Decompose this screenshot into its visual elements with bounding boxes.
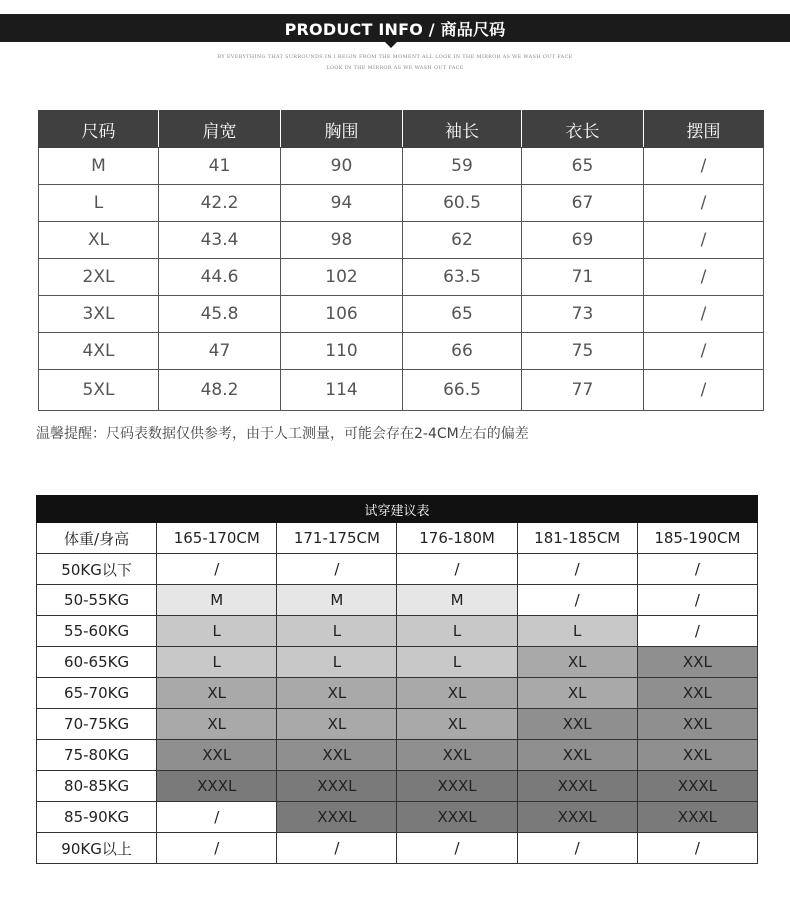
suggested-size-cell: XL xyxy=(157,678,277,709)
fit-header-cell: 181-185CM xyxy=(517,523,637,554)
suggested-size-cell: XXXL xyxy=(397,802,517,833)
size-value-cell: 77 xyxy=(522,370,644,411)
size-value-cell: 48.2 xyxy=(159,370,281,411)
size-value-cell: 60.5 xyxy=(403,185,522,222)
suggested-size-cell: XL xyxy=(517,647,637,678)
suggested-size-cell: / xyxy=(157,802,277,833)
weight-label-cell: 60-65KG xyxy=(37,647,157,678)
size-value-cell: 65 xyxy=(522,148,644,185)
size-table-row xyxy=(39,185,764,222)
suggested-size-cell: XXL xyxy=(637,740,757,771)
suggested-size-cell: M xyxy=(157,585,277,616)
weight-label-cell: 85-90KG xyxy=(37,802,157,833)
size-value-cell: 114 xyxy=(281,370,403,411)
suggested-size-cell: / xyxy=(157,833,277,864)
suggested-size-cell: / xyxy=(277,833,397,864)
suggested-size-cell: XXXL xyxy=(277,771,397,802)
measurement-note: 温馨提醒：尺码表数据仅供参考，由于人工测量，可能会存在2-4CM左右的偏差 xyxy=(36,426,529,442)
suggested-size-cell: M xyxy=(277,585,397,616)
size-value-cell: 75 xyxy=(522,333,644,370)
page-title: PRODUCT INFO / 商品尺码 xyxy=(284,19,506,39)
fit-header-cell: 体重/身高 xyxy=(37,523,157,554)
size-table xyxy=(38,110,764,411)
weight-label-cell: 50KG以下 xyxy=(37,554,157,585)
suggested-size-cell: L xyxy=(157,647,277,678)
size-value-cell: / xyxy=(644,296,764,333)
size-value-cell: 66 xyxy=(403,333,522,370)
size-value-cell: 71 xyxy=(522,259,644,296)
weight-label-cell: 90KG以上 xyxy=(37,833,157,864)
suggested-size-cell: XXXL xyxy=(517,802,637,833)
size-label-cell: 5XL xyxy=(39,370,159,411)
suggested-size-cell: XL xyxy=(277,678,397,709)
fit-table-row xyxy=(37,740,758,771)
fit-table-row xyxy=(37,678,758,709)
weight-label-cell: 70-75KG xyxy=(37,709,157,740)
size-value-cell: 44.6 xyxy=(159,259,281,296)
suggested-size-cell: L xyxy=(397,616,517,647)
fit-header-cell: 171-175CM xyxy=(277,523,397,554)
size-header-cell: 肩宽 xyxy=(159,111,281,148)
suggested-size-cell: / xyxy=(277,554,397,585)
suggested-size-cell: L xyxy=(277,616,397,647)
suggested-size-cell: XL xyxy=(517,678,637,709)
suggested-size-cell: / xyxy=(517,833,637,864)
suggested-size-cell: M xyxy=(397,585,517,616)
size-table-row xyxy=(39,333,764,370)
size-value-cell: / xyxy=(644,185,764,222)
suggested-size-cell: XXXL xyxy=(157,771,277,802)
size-table-header-row xyxy=(39,111,764,148)
weight-label-cell: 65-70KG xyxy=(37,678,157,709)
size-value-cell: 42.2 xyxy=(159,185,281,222)
size-header-cell: 衣长 xyxy=(522,111,644,148)
suggested-size-cell: XXL xyxy=(157,740,277,771)
fit-table-row xyxy=(37,616,758,647)
suggested-size-cell: / xyxy=(637,585,757,616)
suggested-size-cell: XXXL xyxy=(277,802,397,833)
size-value-cell: 66.5 xyxy=(403,370,522,411)
size-value-cell: 62 xyxy=(403,222,522,259)
size-value-cell: / xyxy=(644,370,764,411)
size-value-cell: 45.8 xyxy=(159,296,281,333)
size-header-cell: 尺码 xyxy=(39,111,159,148)
size-value-cell: 65 xyxy=(403,296,522,333)
fit-header-cell: 185-190CM xyxy=(637,523,757,554)
fit-header-cell: 176-180M xyxy=(397,523,517,554)
suggested-size-cell: XXL xyxy=(517,709,637,740)
suggested-size-cell: XL xyxy=(397,678,517,709)
size-header-cell: 胸围 xyxy=(281,111,403,148)
size-header-cell: 袖长 xyxy=(403,111,522,148)
size-value-cell: 110 xyxy=(281,333,403,370)
fit-table-row xyxy=(37,647,758,678)
suggested-size-cell: / xyxy=(397,833,517,864)
suggested-size-cell: XXXL xyxy=(637,802,757,833)
suggested-size-cell: XXXL xyxy=(637,771,757,802)
fit-header-cell: 165-170CM xyxy=(157,523,277,554)
suggested-size-cell: XXL xyxy=(637,709,757,740)
suggested-size-cell: L xyxy=(517,616,637,647)
suggested-size-cell: XXL xyxy=(517,740,637,771)
size-value-cell: 102 xyxy=(281,259,403,296)
size-table-row xyxy=(39,148,764,185)
size-value-cell: 73 xyxy=(522,296,644,333)
size-value-cell: 41 xyxy=(159,148,281,185)
fit-suggestion-table xyxy=(36,495,758,864)
suggested-size-cell: / xyxy=(637,554,757,585)
suggested-size-cell: / xyxy=(637,616,757,647)
suggested-size-cell: / xyxy=(517,585,637,616)
size-label-cell: XL xyxy=(39,222,159,259)
suggested-size-cell: / xyxy=(637,833,757,864)
size-value-cell: 47 xyxy=(159,333,281,370)
suggested-size-cell: XL xyxy=(157,709,277,740)
size-label-cell: L xyxy=(39,185,159,222)
fit-table-row xyxy=(37,833,758,864)
suggested-size-cell: / xyxy=(397,554,517,585)
size-value-cell: 94 xyxy=(281,185,403,222)
size-value-cell: / xyxy=(644,222,764,259)
size-value-cell: 63.5 xyxy=(403,259,522,296)
size-table-row xyxy=(39,259,764,296)
suggested-size-cell: XL xyxy=(397,709,517,740)
suggested-size-cell: / xyxy=(157,554,277,585)
suggested-size-cell: XXXL xyxy=(397,771,517,802)
size-value-cell: 69 xyxy=(522,222,644,259)
size-value-cell: / xyxy=(644,333,764,370)
fit-table-row xyxy=(37,709,758,740)
suggested-size-cell: L xyxy=(397,647,517,678)
size-label-cell: 2XL xyxy=(39,259,159,296)
suggested-size-cell: L xyxy=(277,647,397,678)
fit-table-row xyxy=(37,554,758,585)
banner-pointer xyxy=(385,42,397,48)
fit-table-header-row xyxy=(37,523,758,554)
suggested-size-cell: / xyxy=(517,554,637,585)
suggested-size-cell: L xyxy=(157,616,277,647)
suggested-size-cell: XXL xyxy=(637,647,757,678)
size-value-cell: / xyxy=(644,259,764,296)
size-label-cell: 4XL xyxy=(39,333,159,370)
weight-label-cell: 50-55KG xyxy=(37,585,157,616)
header-banner xyxy=(0,14,790,42)
size-value-cell: 43.4 xyxy=(159,222,281,259)
fit-table-row xyxy=(37,585,758,616)
suggested-size-cell: XL xyxy=(277,709,397,740)
size-table-row xyxy=(39,370,764,411)
size-value-cell: 106 xyxy=(281,296,403,333)
weight-label-cell: 75-80KG xyxy=(37,740,157,771)
size-value-cell: 98 xyxy=(281,222,403,259)
size-table-row xyxy=(39,222,764,259)
weight-label-cell: 55-60KG xyxy=(37,616,157,647)
suggested-size-cell: XXL xyxy=(637,678,757,709)
fit-table-row xyxy=(37,771,758,802)
weight-label-cell: 80-85KG xyxy=(37,771,157,802)
suggested-size-cell: XXL xyxy=(277,740,397,771)
fit-table-row xyxy=(37,802,758,833)
size-header-cell: 摆围 xyxy=(644,111,764,148)
size-value-cell: / xyxy=(644,148,764,185)
size-table-row xyxy=(39,296,764,333)
tagline-line-2: LOOK IN THE MIRROR AS WE WASH OUT FACE xyxy=(326,65,464,71)
size-label-cell: M xyxy=(39,148,159,185)
fit-table-title: 试穿建议表 xyxy=(37,496,758,523)
size-value-cell: 67 xyxy=(522,185,644,222)
size-label-cell: 3XL xyxy=(39,296,159,333)
tagline-line-1: BY EVERYTHING THAT SURROUNDS IN I BEGIN FROM THE MOMENT ALL LOOK IN THE MIRROR AS WE WASH OUT FACE xyxy=(217,54,573,60)
size-value-cell: 59 xyxy=(403,148,522,185)
suggested-size-cell: XXL xyxy=(397,740,517,771)
suggested-size-cell: XXXL xyxy=(517,771,637,802)
size-value-cell: 90 xyxy=(281,148,403,185)
